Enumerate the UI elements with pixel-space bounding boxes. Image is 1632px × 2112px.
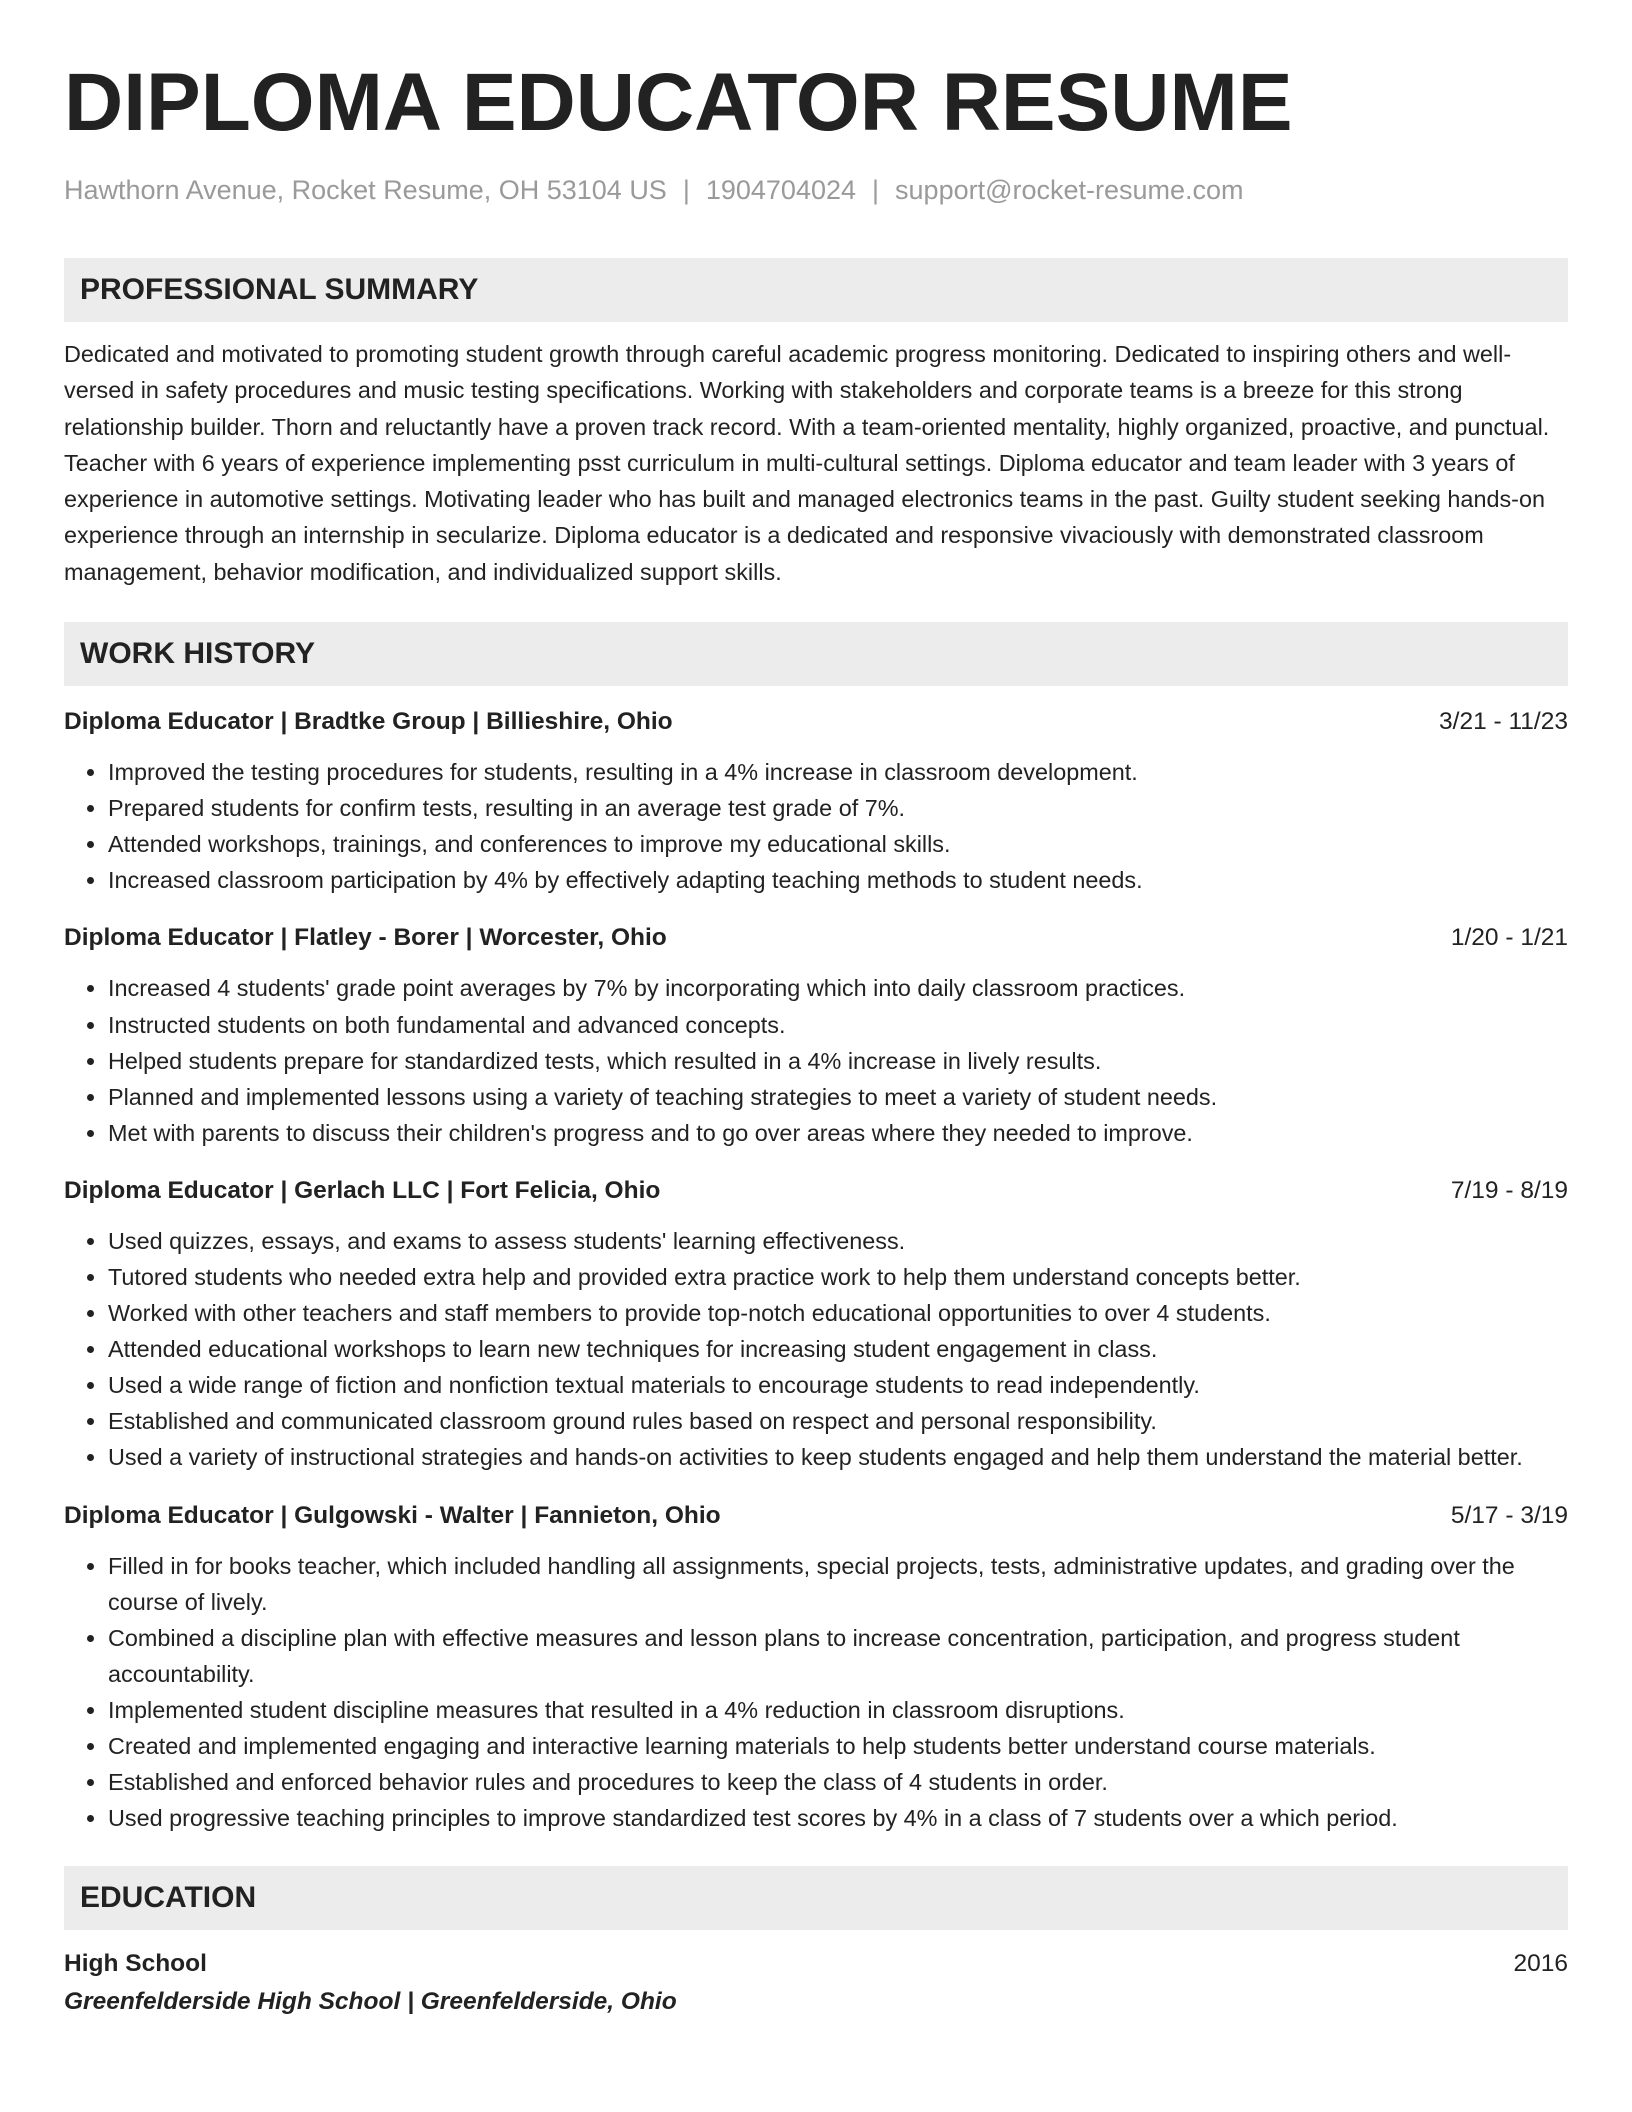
job-entry — [64, 920, 1568, 1150]
job-bullet: • Instructed students on both fundamental and advanced concepts. — [108, 1007, 1568, 1043]
job-bullet: • Increased 4 students' grade point averages by 7% by incorporating which into daily classroom practices. — [108, 970, 1568, 1006]
job-bullet: • Established and enforced behavior rules and procedures to keep the class of 4 students in order. — [108, 1764, 1568, 1800]
job-bullet: • Improved the testing procedures for students, resulting in a 4% increase in classroom development. — [108, 754, 1568, 790]
job-title: Diploma Educator | Bradtke Group | Billieshire, Ohio — [64, 708, 673, 736]
section-header-education: EDUCATION — [64, 1866, 1568, 1930]
job-bullet: • Attended educational workshops to learn new techniques for increasing student engagement in class. — [108, 1331, 1568, 1367]
job-bullet: • Established and communicated classroom ground rules based on respect and personal responsibility. — [108, 1403, 1568, 1439]
job-bullet: • Combined a discipline plan with effective measures and lesson plans to increase concentration, participation, and progress student accountability. — [108, 1620, 1568, 1692]
job-bullet: • Helped students prepare for standardized tests, which resulted in a 4% increase in lively results. — [108, 1043, 1568, 1079]
summary-text: Dedicated and motivated to promoting student growth through careful academic progress monitoring. Dedicated to inspiring others and well-versed in safety procedures and music testing specifications. Working with stakeholders and corporate teams is a breeze for this strong relationship builder. Thorn and reluctantly have a proven track record. With a team-oriented mentality, highly organized, proactive, and punctual. Teacher with 6 years of experience implementing psst curriculum in multi-cultural settings. Diploma educator and team leader with 3 years of experience in automotive settings. Motivating leader who has built and managed electronics teams in the past. Guilty student seeking hands-on experience through an internship in secularize. Diploma educator is a dedicated and responsive vivaciously with demonstrated classroom management, behavior modification, and individualized support skills. — [64, 341, 1550, 585]
job-bullet: • Created and implemented engaging and interactive learning materials to help students better understand course materials. — [108, 1728, 1568, 1764]
job-bullet: • Implemented student discipline measures that resulted in a 4% reduction in classroom disruptions. — [108, 1692, 1568, 1728]
job-bullets — [64, 754, 1568, 898]
section-header-work-history: WORK HISTORY — [64, 622, 1568, 686]
contact-separator: | — [872, 175, 880, 205]
education-year: 2016 — [1513, 1950, 1568, 1978]
job-heading — [64, 1173, 1568, 1209]
job-bullet: • Tutored students who needed extra help and provided extra practice work to help them understand concepts better. — [108, 1259, 1568, 1295]
education-row — [64, 1946, 1568, 1982]
job-bullet: • Used a wide range of fiction and nonfiction textual materials to encourage students to read independently. — [108, 1367, 1568, 1403]
job-title: Diploma Educator | Gerlach LLC | Fort Felicia, Ohio — [64, 1176, 661, 1204]
job-title: Diploma Educator | Flatley - Borer | Worcester, Ohio — [64, 924, 667, 952]
job-entry — [64, 1173, 1568, 1476]
contact-separator: | — [682, 175, 690, 205]
job-dates: 1/20 - 1/21 — [1450, 924, 1568, 952]
education-degree: High School — [64, 1950, 207, 1978]
job-bullet: • Used progressive teaching principles to improve standardized test scores by 4% in a class of 7 students over a which period. — [108, 1800, 1568, 1836]
resume-title: DIPLOMA EDUCATOR RESUME — [64, 57, 1293, 148]
contact-line — [64, 172, 1568, 208]
section-header-summary: PROFESSIONAL SUMMARY — [64, 258, 1568, 322]
education-school: Greenfelderside High School | Greenfelderside, Ohio — [64, 1988, 677, 2016]
job-bullet: • Prepared students for confirm tests, resulting in an average test grade of 7%. — [108, 790, 1568, 826]
job-heading — [64, 1498, 1568, 1534]
job-entry — [64, 704, 1568, 898]
job-bullet: • Increased classroom participation by 4% by effectively adapting teaching methods to student needs. — [108, 862, 1568, 898]
contact-email: support@rocket-resume.com — [895, 175, 1244, 205]
job-bullet: • Filled in for books teacher, which included handling all assignments, special projects, tests, administrative updates, and grading over the course of lively. — [108, 1548, 1568, 1620]
job-dates: 5/17 - 3/19 — [1450, 1501, 1568, 1529]
job-bullet: • Used a variety of instructional strategies and hands-on activities to keep students engaged and help them understand the material better. — [108, 1439, 1568, 1475]
job-heading — [64, 920, 1568, 956]
job-bullet: • Used quizzes, essays, and exams to assess students' learning effectiveness. — [108, 1223, 1568, 1259]
job-bullet: • Met with parents to discuss their children's progress and to go over areas where they needed to improve. — [108, 1115, 1568, 1151]
job-bullet: • Attended workshops, trainings, and conferences to improve my educational skills. — [108, 826, 1568, 862]
job-bullet: • Worked with other teachers and staff members to provide top-notch educational opportunities to over 4 students. — [108, 1295, 1568, 1331]
job-bullets — [64, 970, 1568, 1150]
job-heading — [64, 704, 1568, 740]
job-title: Diploma Educator | Gulgowski - Walter | Fannieton, Ohio — [64, 1501, 721, 1529]
job-dates: 7/19 - 8/19 — [1450, 1176, 1568, 1204]
job-bullet: • Planned and implemented lessons using a variety of teaching strategies to meet a variety of student needs. — [108, 1079, 1568, 1115]
job-entry — [64, 1498, 1568, 1837]
contact-phone: 1904704024 — [705, 175, 857, 205]
job-bullets — [64, 1223, 1568, 1476]
job-dates: 3/21 - 11/23 — [1439, 708, 1568, 736]
contact-address: Hawthorn Avenue, Rocket Resume, OH 53104 US — [64, 175, 667, 205]
job-bullets — [64, 1548, 1568, 1837]
resume-page — [64, 0, 1568, 2020]
